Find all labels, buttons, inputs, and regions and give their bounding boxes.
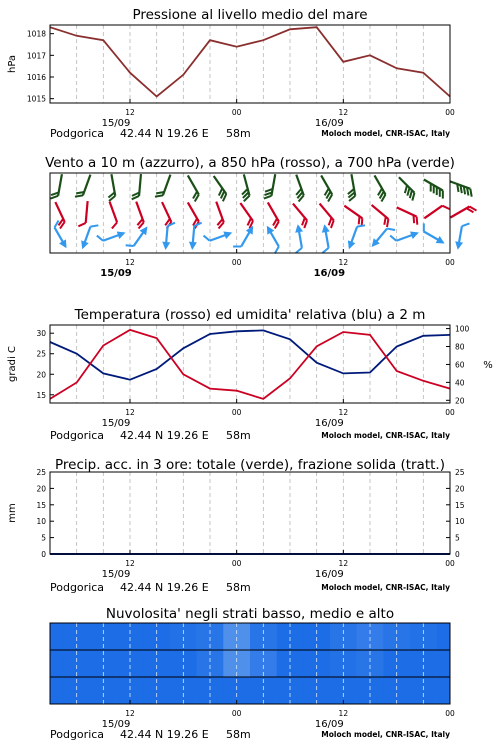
wind-barb — [105, 174, 116, 201]
temp-frame — [50, 325, 450, 403]
y-tick-label: 15 — [36, 390, 46, 400]
cloud-cell — [50, 623, 64, 650]
wind-barb — [103, 202, 118, 229]
y-tick-label: 15 — [455, 500, 465, 510]
wind-barb — [394, 207, 421, 224]
y-tick-label: 100 — [455, 324, 470, 334]
y-tick-label: 25 — [36, 349, 46, 359]
cloud-credit: Moloch model, CNR-ISAC, Italy — [321, 730, 450, 739]
cloud-title: Nuvolosita' negli strati basso, medio e alto — [105, 606, 395, 622]
wind-barb — [261, 224, 285, 254]
wind-barb — [162, 222, 175, 251]
cloud-station: Podgorica — [50, 728, 105, 741]
y-tick-label: 0 — [455, 550, 460, 559]
x-tick-label: 00 — [445, 709, 455, 718]
wind-barb — [420, 180, 446, 199]
y-tick-label: 25 — [36, 468, 46, 477]
wind-barb — [132, 173, 141, 200]
x-tick-label: 12 — [338, 559, 349, 568]
date-label: 16/09 — [313, 268, 346, 279]
precip-coords: 42.44 N 19.26 E — [120, 581, 209, 594]
date-label: 16/09 — [314, 569, 344, 580]
y-tick-label: 1017 — [26, 51, 46, 61]
pressure-coords: 42.44 N 19.26 E — [120, 127, 209, 140]
date-label: 15/09 — [101, 569, 131, 580]
wind-barb — [262, 202, 281, 228]
precip-ylabel: mm — [7, 503, 18, 523]
x-tick-label: 12 — [338, 709, 349, 718]
date-label: 16/09 — [314, 118, 344, 129]
humidity-series-line — [50, 330, 450, 379]
x-tick-label: 00 — [445, 559, 455, 568]
x-tick-label: 12 — [125, 108, 135, 117]
pressure-series-line — [50, 27, 450, 96]
humidity-ylabel: % — [483, 360, 493, 371]
y-tick-label: 1015 — [26, 94, 46, 104]
x-tick-label: 00 — [445, 258, 455, 267]
temp-station: Podgorica — [50, 429, 105, 442]
temperature-series-line — [50, 330, 450, 399]
y-tick-label: 40 — [455, 378, 465, 388]
wind-barb — [345, 174, 356, 201]
y-tick-label: 10 — [36, 517, 46, 527]
date-label: 15/09 — [101, 418, 131, 429]
precip-yticks — [36, 468, 464, 559]
wind-barb — [264, 173, 275, 200]
wind-panel — [45, 155, 476, 279]
y-tick-label: 1018 — [26, 29, 46, 39]
temp-yticks — [36, 329, 54, 400]
wind-barb — [418, 223, 448, 247]
wind-barb — [367, 205, 391, 227]
precip-frame — [50, 472, 450, 554]
x-tick-label: 00 — [231, 709, 242, 718]
wind-barb — [188, 222, 201, 251]
pressure-credit: Moloch model, CNR-ISAC, Italy — [321, 129, 450, 138]
pressure-gridlines — [77, 25, 424, 103]
y-tick-label: 5 — [455, 533, 460, 543]
y-tick-label: 15 — [36, 500, 46, 510]
y-tick-label: 30 — [36, 329, 46, 339]
x-tick-label: 00 — [231, 559, 242, 568]
y-tick-label: 20 — [455, 396, 465, 406]
wind-barb — [447, 181, 474, 196]
date-label: 15/09 — [101, 118, 131, 129]
wind-barb — [454, 222, 470, 251]
x-tick-label: 00 — [231, 408, 242, 417]
wind-barb — [155, 172, 170, 199]
wind-barb — [290, 175, 305, 202]
precip-credit: Moloch model, CNR-ISAC, Italy — [321, 583, 450, 592]
wind-barb — [237, 174, 250, 201]
cloud-cell — [50, 677, 64, 704]
wind-barb — [49, 221, 73, 251]
x-tick-label: 00 — [445, 408, 455, 417]
precip-station: Podgorica — [50, 581, 105, 594]
pressure-elevation: 58m — [226, 127, 251, 140]
cloud-elevation: 58m — [226, 728, 251, 741]
temp-title: Temperatura (rosso) ed umidita' relativa (blu) a 2 m — [74, 307, 426, 323]
x-tick-label: 12 — [125, 408, 135, 417]
wind-barb — [130, 202, 145, 229]
wind-barb — [424, 203, 449, 224]
y-tick-label: 20 — [36, 370, 46, 380]
cloud-cell — [50, 650, 64, 677]
y-tick-label: 25 — [455, 468, 465, 477]
wind-barb — [78, 222, 98, 252]
wind-barb — [210, 202, 225, 229]
date-label: 15/09 — [101, 719, 131, 730]
y-tick-label: 80 — [455, 342, 465, 352]
x-tick-label: 12 — [125, 258, 135, 267]
wind-title: Vento a 10 m (azzurro), a 850 hPa (rosso), a 700 hPa (verde) — [45, 155, 455, 171]
wind-barb — [368, 175, 387, 201]
pressure-station: Podgorica — [50, 127, 105, 140]
wind-barb — [450, 205, 476, 224]
date-label: 15/09 — [100, 268, 132, 279]
wind-barb — [75, 172, 90, 199]
x-tick-label: 00 — [231, 258, 242, 267]
precipitation-panel — [7, 457, 465, 594]
x-tick-label: 12 — [125, 559, 135, 568]
wind-barb — [235, 203, 256, 228]
precip-title: Precip. acc. in 3 ore: totale (verde), frazione solida (tratt.) — [55, 457, 445, 473]
y-tick-label: 1016 — [26, 73, 46, 82]
wind-barb — [126, 222, 151, 251]
wind-barb — [97, 226, 127, 246]
date-label: 16/09 — [314, 719, 344, 730]
wind-barb — [78, 200, 87, 227]
cloud-cells — [50, 623, 450, 704]
pressure-ylabel: hPa — [7, 54, 18, 74]
y-tick-label: 5 — [41, 533, 46, 543]
temp-credit: Moloch model, CNR-ISAC, Italy — [321, 431, 450, 440]
x-tick-label: 12 — [338, 258, 349, 267]
wind-barb — [288, 204, 310, 228]
cloud-cell — [437, 677, 451, 704]
pressure-frame — [50, 25, 450, 103]
precip-elevation: 58m — [226, 581, 251, 594]
wind-barb — [208, 176, 229, 201]
wind-barb — [314, 204, 336, 228]
wind-barb — [204, 226, 234, 246]
date-label: 16/09 — [314, 418, 344, 429]
wind-gridlines — [77, 173, 424, 253]
temp-ylabel: gradi C — [7, 346, 18, 382]
wind-barb — [345, 222, 365, 252]
y-tick-label: 60 — [455, 360, 465, 370]
wind-barb — [51, 173, 62, 200]
cloud-cell — [437, 623, 451, 650]
wind-barb — [182, 175, 201, 201]
y-tick-label: 20 — [36, 484, 46, 494]
y-tick-label: 20 — [455, 484, 465, 494]
x-tick-label: 12 — [125, 709, 135, 718]
y-tick-label: 0 — [41, 550, 46, 559]
wind-barbs — [49, 172, 476, 253]
temp-elevation: 58m — [226, 429, 251, 442]
wind-barb — [315, 175, 334, 201]
cloud-cell — [437, 650, 451, 677]
x-tick-label: 00 — [231, 108, 242, 117]
cloud-coords: 42.44 N 19.26 E — [120, 728, 209, 741]
wind-frame — [50, 173, 450, 253]
temp-coords: 42.44 N 19.26 E — [120, 429, 209, 442]
wind-barb — [49, 202, 66, 229]
y-tick-label: 10 — [455, 517, 465, 527]
wind-barb — [394, 177, 417, 200]
wind-barb — [340, 206, 365, 227]
temperature-humidity-panel — [7, 307, 493, 442]
x-tick-label: 12 — [338, 408, 349, 417]
cloud-panel — [50, 606, 455, 741]
x-tick-label: 12 — [338, 108, 349, 117]
x-tick-label: 00 — [445, 108, 455, 117]
pressure-panel — [7, 7, 455, 140]
pressure-title: Pressione al livello medio del mare — [132, 7, 368, 23]
precip-gridlines — [77, 472, 424, 554]
